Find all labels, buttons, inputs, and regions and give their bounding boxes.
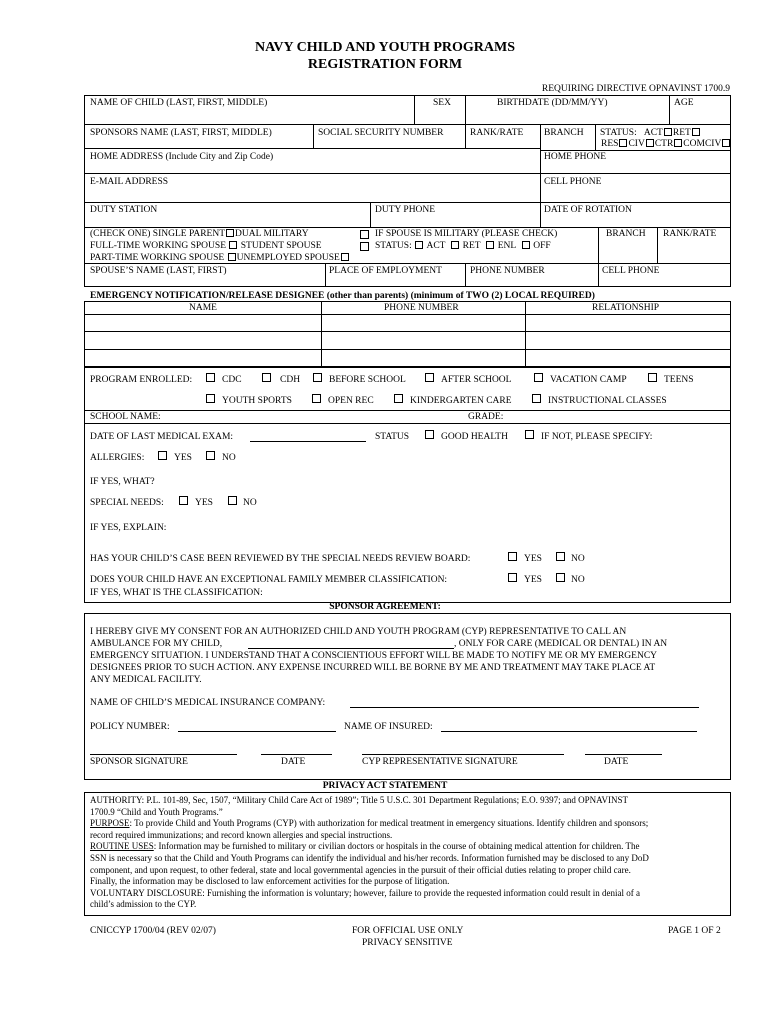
- sponsor-rank-label: RANK/RATE: [470, 128, 524, 138]
- good-health-checkbox[interactable]: [425, 430, 434, 439]
- privacy-title: PRIVACY ACT STATEMENT: [322, 781, 448, 791]
- sponsor-date-label: DATE: [281, 757, 306, 767]
- address-label: HOME ADDRESS (Include City and Zip Code): [90, 152, 274, 162]
- privacy-text: AUTHORITY: P.L. 101-89, Sec, 1507, “Military Child Care Act of 1989”; Title 5 U.S.C. 301 Department Regulations; E.O. 9397; and OPNAVINST 1700.9 “Child and Youth Programs.” PURPOSE: To provide Child and Youth Programs (CYP) with authorization for medical treatment in emergency situations. Identify children and sponsors; record required immunizations; and record known allergies and special instructions. ROUTINE USES: Information may be furnished to military or civilian doctors or hospitals in the course of obtaining medical attention for children. The SSN is necessary so that the Child and Youth Programs can identify the individual and his/her records. Information furnished may be disclosed to any DoD component, and upon request, to other federal, state and local governmental agencies in the pursuit of their official duties relating to proper child care. Finally, the information may be disclosed to law enforcement activities for the purpose of litigation. VOLUNTARY DISCLOSURE: Furnishing the information is voluntary; however, failure to provide the requested information could result in denial of a child’s admission to the CYP.: [90, 795, 649, 910]
- efm-yes-checkbox[interactable]: [508, 573, 517, 582]
- review-yes-label: YES: [524, 554, 542, 564]
- school-name-label: SCHOOL NAME:: [90, 412, 161, 422]
- official-use: FOR OFFICIAL USE ONLY: [352, 926, 464, 936]
- sponsor-date-line[interactable]: [261, 754, 332, 755]
- sponsor-signature-label: SPONSOR SIGNATURE: [90, 757, 188, 767]
- teens-checkbox[interactable]: [648, 373, 657, 382]
- medical-exam-line[interactable]: [250, 441, 366, 442]
- unemployed-checkbox[interactable]: [341, 253, 349, 261]
- form-subtitle: REGISTRATION FORM: [307, 57, 463, 72]
- employment-label: PLACE OF EMPLOYMENT: [329, 266, 442, 276]
- instructional-checkbox[interactable]: [532, 394, 541, 403]
- spouse-act-checkbox[interactable]: [415, 241, 423, 249]
- allergies-no-checkbox[interactable]: [206, 451, 215, 460]
- efm-no-checkbox[interactable]: [556, 573, 565, 582]
- sponsor-signature-line[interactable]: [90, 754, 237, 755]
- directive: REQUIRING DIRECTIVE OPNAVINST 1700.9: [541, 84, 730, 94]
- status-civ-checkbox[interactable]: [646, 139, 654, 147]
- special-no-checkbox[interactable]: [228, 496, 237, 505]
- spouse-name-label: SPOUSE’S NAME (LAST, FIRST): [90, 266, 227, 276]
- cdc-label: CDC: [222, 375, 242, 385]
- cyp-signature-line[interactable]: [362, 754, 564, 755]
- allergies-label: ALLERGIES:: [90, 453, 145, 463]
- spouse-off-checkbox[interactable]: [522, 241, 530, 249]
- before-school-label: BEFORE SCHOOL: [329, 375, 406, 385]
- age-label: AGE: [674, 98, 694, 108]
- program-enrolled-label: PROGRAM ENROLLED:: [90, 375, 193, 385]
- review-yes-checkbox[interactable]: [508, 552, 517, 561]
- health-status-label: STATUS: [375, 432, 410, 442]
- efm-label: DOES YOUR CHILD HAVE AN EXCEPTIONAL FAMILY MEMBER CLASSIFICATION:: [90, 575, 448, 585]
- not-good-checkbox[interactable]: [525, 430, 534, 439]
- spouse-phone-label: PHONE NUMBER: [470, 266, 545, 276]
- youth-sports-checkbox[interactable]: [206, 394, 215, 403]
- emergency-title: EMERGENCY NOTIFICATION/RELEASE DESIGNEE (other than parents) (minimum of TWO (2) LOCAL REQUIRED): [90, 291, 595, 301]
- status-comciv-checkbox[interactable]: [722, 139, 730, 147]
- policy-line[interactable]: [178, 731, 336, 732]
- dual-military-checkbox[interactable]: [360, 230, 369, 239]
- good-health-label: GOOD HEALTH: [441, 432, 508, 442]
- before-school-checkbox[interactable]: [313, 373, 322, 382]
- cdh-checkbox[interactable]: [262, 373, 271, 382]
- check-one-line: (CHECK ONE) SINGLE PARENT DUAL MILITARY: [90, 229, 309, 239]
- ssn-label: SOCIAL SECURITY NUMBER: [318, 128, 444, 138]
- parttime-checkbox[interactable]: [228, 253, 236, 261]
- efm-classification-label: IF YES, WHAT IS THE CLASSIFICATION:: [90, 588, 263, 598]
- sex-label: SEX: [433, 98, 451, 108]
- fulltime-line: FULL-TIME WORKING SPOUSE STUDENT SPOUSE: [90, 241, 322, 251]
- youth-sports-label: YOUTH SPORTS: [222, 396, 292, 406]
- agreement-line2b: , ONLY FOR CARE (MEDICAL OR DENTAL) IN AN: [454, 639, 668, 649]
- special-needs-label: SPECIAL NEEDS:: [90, 498, 164, 508]
- medical-exam-label: DATE OF LAST MEDICAL EXAM:: [90, 432, 234, 442]
- teens-label: TEENS: [664, 375, 694, 385]
- cell-phone-label: CELL PHONE: [544, 177, 602, 187]
- cdh-label: CDH: [280, 375, 301, 385]
- email-label: E-MAIL ADDRESS: [90, 177, 169, 187]
- efm-yes-label: YES: [524, 575, 542, 585]
- sponsor-status-line2: RES CIV CTR COMCIV: [601, 139, 731, 150]
- grade-label: GRADE:: [468, 412, 504, 422]
- policy-label: POLICY NUMBER:: [90, 722, 170, 732]
- vacation-camp-checkbox[interactable]: [534, 373, 543, 382]
- cyp-signature-label: CYP REPRESENTATIVE SIGNATURE: [362, 757, 518, 767]
- kindergarten-label: KINDERGARTEN CARE: [410, 396, 512, 406]
- spouse-cell-label: CELL PHONE: [602, 266, 660, 276]
- cyp-date-line[interactable]: [585, 754, 662, 755]
- form-title: NAVY CHILD AND YOUTH PROGRAMS: [254, 40, 516, 55]
- emergency-name-header: NAME: [189, 303, 217, 313]
- form-number: CNICCYP 1700/04 (REV 02/07): [90, 926, 216, 936]
- fulltime-checkbox[interactable]: [229, 241, 237, 249]
- allergies-yes-label: YES: [174, 453, 192, 463]
- sponsor-name-label: SPONSORS NAME (LAST, FIRST, MIDDLE): [90, 128, 272, 138]
- privacy-sensitive: PRIVACY SENSITIVE: [362, 938, 453, 948]
- duty-station-label: DUTY STATION: [90, 205, 158, 215]
- instructional-label: INSTRUCTIONAL CLASSES: [548, 396, 667, 406]
- sponsor-branch-label: BRANCH: [544, 128, 584, 138]
- after-school-checkbox[interactable]: [425, 373, 434, 382]
- agreement-title: SPONSOR AGREEMENT:: [329, 602, 441, 612]
- child-name-blank[interactable]: [248, 648, 454, 649]
- sponsor-status-line1: STATUS: ACT RET: [600, 128, 701, 139]
- agreement-line5: ANY MEDICAL FACILITY.: [90, 675, 202, 685]
- special-explain-label: IF YES, EXPLAIN:: [90, 523, 167, 533]
- open-rec-label: OPEN REC: [328, 396, 374, 406]
- status-ret-checkbox[interactable]: [692, 128, 700, 136]
- spouse-status-line: STATUS: ACT RET ENL OFF: [375, 241, 551, 251]
- spouse-enl-checkbox[interactable]: [486, 241, 494, 249]
- insurance-line[interactable]: [350, 707, 699, 708]
- status-act-checkbox[interactable]: [664, 128, 672, 136]
- vacation-camp-label: VACATION CAMP: [550, 375, 627, 385]
- allergies-yes-checkbox[interactable]: [158, 451, 167, 460]
- status-res-checkbox[interactable]: [619, 139, 627, 147]
- insurance-label: NAME OF CHILD’S MEDICAL INSURANCE COMPANY:: [90, 698, 326, 708]
- review-board-label: HAS YOUR CHILD’S CASE BEEN REVIEWED BY THE SPECIAL NEEDS REVIEW BOARD:: [90, 554, 471, 564]
- page-number: PAGE 1 OF 2: [668, 926, 721, 936]
- agreement-line1: I HEREBY GIVE MY CONSENT FOR AN AUTHORIZED CHILD AND YOUTH PROGRAM (CYP) REPRESENTATIVE TO CALL AN: [90, 627, 627, 637]
- spouse-branch-label: BRANCH: [606, 229, 646, 239]
- insured-line[interactable]: [441, 731, 697, 732]
- parttime-line: PART-TIME WORKING SPOUSE UNEMPLOYED SPOUSE: [90, 253, 350, 264]
- rotation-label: DATE OF ROTATION: [544, 205, 632, 215]
- status-ctr-checkbox[interactable]: [674, 139, 682, 147]
- not-good-label: IF NOT, PLEASE SPECIFY:: [541, 432, 653, 442]
- single-parent-checkbox[interactable]: [226, 229, 234, 237]
- duty-phone-label: DUTY PHONE: [375, 205, 436, 215]
- special-yes-checkbox[interactable]: [179, 496, 188, 505]
- cdc-checkbox[interactable]: [206, 373, 215, 382]
- allergies-no-label: NO: [222, 453, 236, 463]
- agreement-line4: DESIGNEES PRIOR TO SUCH ACTION. ANY EXPENSE INCURRED WILL BE BORNE BY ME AND TREATMENT MAY TAKE PLACE AT: [90, 663, 656, 673]
- agreement-line3: EMERGENCY SITUATION. I UNDERSTAND THAT A CONSCIENTIOUS EFFORT WILL BE MADE TO NOTIFY ME OR MY EMERGENCY: [90, 651, 658, 661]
- kindergarten-checkbox[interactable]: [394, 394, 403, 403]
- special-no-label: NO: [243, 498, 257, 508]
- child-name-label: NAME OF CHILD (LAST, FIRST, MIDDLE): [90, 98, 268, 108]
- spouse-rank-label: RANK/RATE: [663, 229, 717, 239]
- review-no-checkbox[interactable]: [556, 552, 565, 561]
- efm-no-label: NO: [571, 575, 585, 585]
- cyp-date-label: DATE: [604, 757, 629, 767]
- spouse-ret-checkbox[interactable]: [451, 241, 459, 249]
- home-phone-label: HOME PHONE: [544, 152, 607, 162]
- emergency-relationship-header: RELATIONSHIP: [592, 303, 660, 313]
- open-rec-checkbox[interactable]: [312, 394, 321, 403]
- special-yes-label: YES: [195, 498, 213, 508]
- allergies-what-label: IF YES, WHAT?: [90, 477, 155, 487]
- review-no-label: NO: [571, 554, 585, 564]
- birthdate-label: BIRTHDATE (DD/MM/YY): [497, 98, 608, 108]
- student-spouse-checkbox[interactable]: [360, 242, 369, 251]
- insured-label: NAME OF INSURED:: [344, 722, 433, 732]
- emergency-phone-header: PHONE NUMBER: [384, 303, 459, 313]
- spouse-military-label: IF SPOUSE IS MILITARY (PLEASE CHECK): [375, 229, 558, 239]
- agreement-line2a: AMBULANCE FOR MY CHILD,: [90, 639, 223, 649]
- after-school-label: AFTER SCHOOL: [441, 375, 512, 385]
